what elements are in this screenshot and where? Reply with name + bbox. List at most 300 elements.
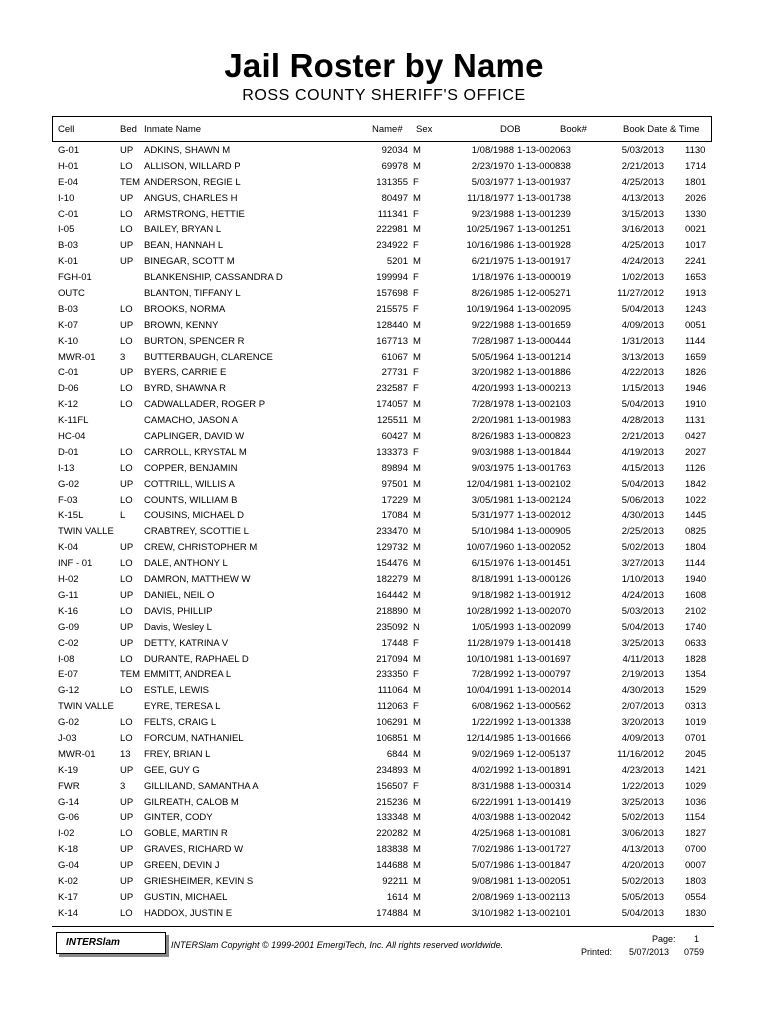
book-date-value: 5/04/2013 [621, 303, 664, 315]
book-number-value: 1-13-002042 [517, 812, 571, 824]
inmate-name-value: FREY, BRIAN L [144, 748, 211, 760]
roster-table-body [0, 143, 768, 922]
cell-value: G-14 [58, 796, 80, 808]
dob-value: 1/05/1993 [471, 621, 514, 633]
table-row [0, 493, 768, 509]
book-number-value: 1-13-001697 [517, 653, 571, 665]
name-number-value: 182279 [376, 574, 408, 586]
bed-value: UP [120, 621, 134, 633]
bed-value: LO [120, 605, 133, 617]
book-time-value: 1608 [685, 589, 707, 601]
sex-value: M [413, 558, 421, 570]
dob-value: 2/08/1969 [471, 891, 514, 903]
book-number-value: 1-13-000444 [517, 335, 571, 347]
book-time-value: 0825 [685, 526, 707, 538]
book-date-value: 4/25/2013 [621, 176, 664, 188]
dob-value: 8/18/1991 [471, 574, 514, 586]
table-row [0, 858, 768, 874]
book-time-value: 0427 [685, 431, 707, 443]
dob-value: 6/08/1962 [471, 701, 514, 713]
sex-value: M [413, 192, 421, 204]
book-date-value: 4/25/2013 [621, 240, 664, 252]
book-date-value: 4/23/2013 [621, 764, 664, 776]
book-time-value: 1029 [685, 780, 707, 792]
cell-value: K-18 [58, 844, 79, 856]
inmate-name-value: DETTY, KATRINA V [144, 637, 229, 649]
table-row [0, 397, 768, 413]
sex-value: F [413, 780, 419, 792]
inmate-name-value: COUSINS, MICHAEL D [144, 510, 244, 522]
table-row [0, 350, 768, 366]
book-date-value: 1/15/2013 [621, 383, 664, 395]
cell-value: C-02 [58, 637, 79, 649]
sex-value: M [413, 748, 421, 760]
book-time-value: 2102 [685, 605, 707, 617]
sex-value: M [413, 796, 421, 808]
dob-value: 5/03/1977 [471, 176, 514, 188]
table-row [0, 508, 768, 524]
cell-value: E-07 [58, 669, 79, 681]
column-header-book-number: Book# [560, 124, 587, 135]
book-number-value: 1-13-001937 [517, 176, 571, 188]
table-row [0, 699, 768, 715]
sex-value: M [413, 431, 421, 443]
inmate-name-value: COTTRILL, WILLIS A [144, 478, 235, 490]
cell-value: I-08 [58, 653, 75, 665]
table-row [0, 286, 768, 302]
bed-value: LO [120, 399, 133, 411]
book-number-value: 1-13-001738 [517, 192, 571, 204]
book-time-value: 1330 [685, 208, 707, 220]
bed-value: UP [120, 891, 134, 903]
table-row [0, 906, 768, 922]
book-time-value: 1154 [685, 812, 706, 824]
cell-value: G-11 [58, 589, 79, 601]
sex-value: F [413, 240, 419, 252]
inmate-name-value: BAILEY, BRYAN L [144, 224, 222, 236]
dob-value: 2/20/1981 [471, 415, 514, 427]
book-date-value: 4/24/2013 [621, 589, 664, 601]
printed-time: 0759 [684, 947, 705, 957]
name-number-value: 144688 [376, 860, 408, 872]
book-time-value: 0554 [685, 891, 707, 903]
book-time-value: 1740 [685, 621, 707, 633]
table-row [0, 159, 768, 175]
dob-value: 11/18/1977 [467, 192, 514, 204]
book-date-value: 5/03/2013 [621, 605, 664, 617]
name-number-value: 69978 [381, 160, 408, 172]
cell-value: HC-04 [58, 431, 86, 443]
name-number-value: 174057 [376, 399, 408, 411]
dob-value: 8/26/1985 [471, 288, 514, 300]
name-number-value: 199994 [376, 272, 408, 284]
cell-value: K-15L [58, 510, 84, 522]
table-row [0, 763, 768, 779]
sex-value: M [413, 605, 421, 617]
sex-value: F [413, 272, 419, 284]
sex-value: M [413, 335, 421, 347]
table-row [0, 874, 768, 890]
book-date-value: 5/03/2013 [621, 145, 664, 156]
sex-value: M [413, 574, 421, 586]
table-row [0, 715, 768, 731]
sex-value: F [413, 303, 419, 315]
book-date-value: 3/25/2013 [621, 796, 664, 808]
bed-value: LO [120, 732, 133, 744]
bed-value: LO [120, 160, 133, 172]
book-number-value: 1-13-000838 [517, 160, 571, 172]
book-date-value: 4/11/2013 [622, 653, 664, 665]
column-header-bed: Bed [120, 124, 137, 135]
book-time-value: 1130 [685, 145, 706, 156]
book-time-value: 1946 [685, 383, 707, 395]
cell-value: K-11FL [58, 415, 89, 427]
dob-value: 9/22/1988 [471, 319, 514, 331]
inmate-name-value: GRIESHEIMER, KEVIN S [144, 875, 254, 887]
inmate-name-value: BYRD, SHAWNA R [144, 383, 226, 395]
book-time-value: 1830 [685, 907, 707, 919]
book-number-value: 1-13-002102 [517, 478, 571, 490]
dob-value: 6/15/1976 [471, 558, 514, 570]
book-date-value: 4/20/2013 [621, 860, 664, 872]
book-time-value: 0701 [685, 732, 707, 744]
book-date-value: 1/22/2013 [621, 780, 664, 792]
cell-value: K-04 [58, 542, 79, 554]
name-number-value: 131355 [376, 176, 408, 188]
inmate-name-value: FELTS, CRAIG L [144, 717, 217, 729]
book-number-value: 1-13-000797 [517, 669, 571, 681]
inmate-name-value: COPPER, BENJAMIN [144, 462, 238, 474]
book-date-value: 3/06/2013 [621, 828, 664, 840]
inmate-name-value: DANIEL, NEIL O [144, 589, 215, 601]
inmate-name-value: GILREATH, CALOB M [144, 796, 239, 808]
sex-value: M [413, 812, 421, 824]
dob-value: 1/18/1976 [471, 272, 514, 284]
cell-value: C-01 [58, 367, 79, 379]
name-number-value: 60427 [381, 431, 408, 443]
book-number-value: 1-12-005137 [517, 748, 571, 760]
cell-value: E-04 [58, 176, 79, 188]
inmate-name-value: BUTTERBAUGH, CLARENCE [144, 351, 273, 363]
table-row [0, 683, 768, 699]
name-number-value: 61067 [381, 351, 408, 363]
table-row [0, 779, 768, 795]
book-time-value: 1714 [685, 160, 707, 172]
book-number-value: 1-13-002063 [517, 145, 571, 156]
book-date-value: 2/19/2013 [621, 669, 664, 681]
table-row [0, 318, 768, 334]
table-row [0, 222, 768, 238]
name-number-value: 17084 [381, 510, 408, 522]
inmate-name-value: DAVIS, PHILLIP [144, 605, 213, 617]
name-number-value: 17229 [381, 494, 408, 506]
inmate-name-value: BLANKENSHIP, CASSANDRA D [144, 272, 283, 284]
sex-value: M [413, 844, 421, 856]
inmate-name-value: ANDERSON, REGIE L [144, 176, 241, 188]
cell-value: I-10 [58, 192, 75, 204]
table-row [0, 667, 768, 683]
table-row [0, 413, 768, 429]
table-row [0, 302, 768, 318]
book-date-value: 5/04/2013 [621, 478, 664, 490]
book-time-value: 2045 [685, 748, 707, 760]
inmate-name-value: EYRE, TERESA L [144, 701, 221, 713]
bed-value: UP [120, 145, 134, 156]
dob-value: 10/16/1986 [466, 240, 514, 252]
book-number-value: 1-13-001214 [517, 351, 571, 363]
dob-value: 9/08/1981 [471, 875, 514, 887]
sex-value: F [413, 367, 419, 379]
book-time-value: 1421 [685, 764, 707, 776]
book-date-value: 11/27/2012 [617, 288, 664, 300]
book-number-value: 1-13-000126 [517, 574, 571, 586]
inmate-name-value: BROWN, KENNY [144, 319, 219, 331]
name-number-value: 215236 [376, 796, 408, 808]
dob-value: 7/28/1987 [471, 335, 514, 347]
sex-value: M [413, 875, 421, 887]
name-number-value: 167713 [376, 335, 408, 347]
bed-value: LO [120, 446, 133, 458]
bed-value: TEM [120, 669, 141, 681]
sex-value: M [413, 510, 421, 522]
table-row [0, 556, 768, 572]
sex-value: M [413, 399, 421, 411]
name-number-value: 6844 [386, 748, 408, 760]
book-time-value: 1445 [685, 510, 707, 522]
inmate-name-value: ESTLE, LEWIS [144, 685, 209, 697]
bed-value: LO [120, 653, 133, 665]
book-time-value: 1804 [685, 542, 707, 554]
book-date-value: 2/21/2013 [621, 431, 664, 443]
book-time-value: 1036 [685, 796, 707, 808]
bed-value: LO [120, 383, 133, 395]
page-number: 1 [694, 934, 700, 944]
bed-value: UP [120, 589, 134, 601]
dob-value: 4/02/1992 [471, 764, 514, 776]
name-number-value: 156507 [376, 780, 408, 792]
bed-value: LO [120, 828, 133, 840]
name-number-value: 220282 [376, 828, 408, 840]
book-number-value: 1-13-002113 [517, 891, 571, 903]
column-header-sex: Sex [416, 124, 433, 135]
book-time-value: 0007 [685, 860, 707, 872]
cell-value: K-02 [58, 875, 79, 887]
name-number-value: 233350 [376, 669, 408, 681]
dob-value: 10/10/1981 [466, 653, 514, 665]
bed-value: LO [120, 224, 133, 236]
sex-value: M [413, 860, 421, 872]
name-number-value: 111341 [377, 208, 408, 220]
bed-value: UP [120, 256, 134, 268]
inmate-name-value: BYERS, CARRIE E [144, 367, 227, 379]
book-date-value: 5/05/2013 [621, 891, 664, 903]
cell-value: G-09 [58, 621, 80, 633]
sex-value: N [413, 621, 420, 633]
inmate-name-value: BURTON, SPENCER R [144, 335, 245, 347]
sex-value: M [413, 589, 421, 601]
dob-value: 7/28/1978 [471, 399, 514, 411]
sex-value: M [413, 462, 421, 474]
book-time-value: 1803 [685, 875, 707, 887]
book-date-value: 3/15/2013 [621, 208, 664, 220]
cell-value: K-19 [58, 764, 79, 776]
table-row [0, 175, 768, 191]
inmate-name-value: CAPLINGER, DAVID W [144, 431, 245, 443]
dob-value: 9/23/1988 [471, 208, 514, 220]
bed-value: UP [120, 875, 134, 887]
name-number-value: 1614 [386, 891, 408, 903]
bed-value: UP [120, 542, 134, 554]
name-number-value: 183838 [376, 844, 408, 856]
cell-value: K-12 [58, 399, 79, 411]
book-number-value: 1-13-000213 [517, 383, 571, 395]
bed-value: LO [120, 462, 133, 474]
sex-value: M [413, 732, 421, 744]
book-date-value: 5/02/2013 [621, 875, 664, 887]
book-number-value: 1-13-001891 [517, 764, 571, 776]
name-number-value: 89894 [381, 462, 408, 474]
name-number-value: 5201 [386, 256, 408, 268]
bed-value: 3 [120, 780, 126, 792]
table-row [0, 747, 768, 763]
cell-value: K-07 [58, 319, 79, 331]
book-date-value: 3/13/2013 [621, 351, 664, 363]
name-number-value: 106291 [376, 717, 408, 729]
book-number-value: 1-13-001844 [517, 446, 571, 458]
table-row [0, 207, 768, 223]
book-date-value: 3/20/2013 [621, 717, 664, 729]
bed-value: LO [120, 494, 133, 506]
inmate-name-value: BROOKS, NORMA [144, 303, 226, 315]
cell-value: F-03 [58, 494, 78, 506]
book-number-value: 1-13-000314 [517, 780, 571, 792]
table-row [0, 445, 768, 461]
book-time-value: 0313 [685, 701, 707, 713]
cell-value: D-06 [58, 383, 79, 395]
sex-value: M [413, 351, 421, 363]
name-number-value: 111064 [377, 685, 408, 697]
name-number-value: 133373 [376, 446, 408, 458]
bed-value: LO [120, 717, 133, 729]
dob-value: 3/10/1982 [471, 907, 514, 919]
book-number-value: 1-13-001081 [517, 828, 571, 840]
dob-value: 3/05/1981 [471, 494, 514, 506]
page-subtitle: ROSS COUNTY SHERIFF'S OFFICE [242, 87, 526, 104]
inmate-name-value: EMMITT, ANDREA L [144, 669, 232, 681]
sex-value: M [413, 542, 421, 554]
table-row [0, 365, 768, 381]
book-date-value: 5/02/2013 [621, 812, 664, 824]
dob-value: 9/03/1988 [471, 446, 514, 458]
dob-value: 5/10/1984 [471, 526, 514, 538]
book-number-value: 1-13-001928 [517, 240, 571, 252]
table-row [0, 143, 768, 159]
book-date-value: 5/02/2013 [621, 542, 664, 554]
table-row [0, 254, 768, 270]
sex-value: M [413, 478, 421, 490]
bed-value: UP [120, 844, 134, 856]
book-number-value: 1-13-001251 [517, 224, 571, 236]
inmate-name-value: DAMRON, MATTHEW W [144, 574, 251, 586]
name-number-value: 218890 [376, 605, 408, 617]
name-number-value: 234922 [376, 240, 408, 252]
book-time-value: 2027 [685, 446, 707, 458]
cell-value: K-17 [58, 891, 79, 903]
dob-value: 10/04/1991 [466, 685, 514, 697]
table-row [0, 826, 768, 842]
bed-value: LO [120, 335, 133, 347]
book-number-value: 1-13-001912 [517, 589, 571, 601]
copyright-notice: INTERSlam Copyright © 1999-2001 EmergiTech, Inc. All rights reserved worldwide. [171, 940, 504, 950]
book-date-value: 1/31/2013 [621, 335, 664, 347]
inmate-name-value: DALE, ANTHONY L [144, 558, 228, 570]
book-number-value: 1-13-000905 [517, 526, 571, 538]
name-number-value: 217094 [376, 653, 408, 665]
inmate-name-value: ARMSTRONG, HETTIE [144, 208, 245, 220]
inmate-name-value: BLANTON, TIFFANY L [144, 288, 241, 300]
book-date-value: 4/09/2013 [621, 732, 664, 744]
dob-value: 12/14/1985 [466, 732, 514, 744]
book-number-value: 1-13-001917 [517, 256, 571, 268]
name-number-value: 174884 [376, 907, 408, 919]
name-number-value: 232587 [376, 383, 408, 395]
dob-value: 6/22/1991 [471, 796, 514, 808]
sex-value: F [413, 208, 419, 220]
dob-value: 4/03/1988 [471, 812, 514, 824]
table-row [0, 429, 768, 445]
book-date-value: 5/04/2013 [621, 621, 664, 633]
book-number-value: 1-13-002014 [517, 685, 571, 697]
book-time-value: 1144 [685, 558, 706, 570]
book-date-value: 4/28/2013 [621, 415, 664, 427]
name-number-value: 164442 [376, 589, 408, 601]
inmate-name-value: COUNTS, WILLIAM B [144, 494, 238, 506]
book-date-value: 4/24/2013 [621, 256, 664, 268]
inmate-name-value: ADKINS, SHAWN M [144, 145, 231, 156]
cell-value: I-13 [58, 462, 75, 474]
sex-value: F [413, 176, 419, 188]
inmate-name-value: GUSTIN, MICHAEL [144, 891, 228, 903]
column-header-inmate-name: Inmate Name [144, 124, 202, 135]
dob-value: 9/02/1969 [471, 748, 514, 760]
sex-value: F [413, 446, 419, 458]
book-time-value: 0633 [685, 637, 707, 649]
book-number-value: 1-13-001418 [517, 637, 571, 649]
bed-value: UP [120, 812, 134, 824]
sex-value: M [413, 764, 421, 776]
cell-value: J-03 [58, 732, 77, 744]
book-number-value: 1-13-001886 [517, 367, 571, 379]
book-number-value: 1-13-001983 [517, 415, 571, 427]
book-time-value: 1144 [685, 335, 706, 347]
inmate-name-value: FORCUM, NATHANIEL [144, 732, 244, 744]
cell-value: INF - 01 [58, 558, 93, 570]
book-date-value: 3/27/2013 [621, 558, 664, 570]
book-date-value: 5/06/2013 [621, 494, 664, 506]
name-number-value: 97501 [381, 478, 408, 490]
column-header-dob: DOB [500, 124, 521, 135]
book-number-value: 1-13-001659 [517, 319, 571, 331]
book-number-value: 1-13-001239 [517, 208, 571, 220]
name-number-value: 129732 [376, 542, 408, 554]
inmate-name-value: CADWALLADER, ROGER P [144, 399, 266, 411]
name-number-value: 80497 [381, 192, 408, 204]
book-time-value: 1913 [685, 288, 707, 300]
bed-value: UP [120, 860, 134, 872]
inmate-name-value: GREEN, DEVIN J [144, 860, 220, 872]
table-row [0, 334, 768, 350]
dob-value: 10/28/1992 [466, 605, 514, 617]
